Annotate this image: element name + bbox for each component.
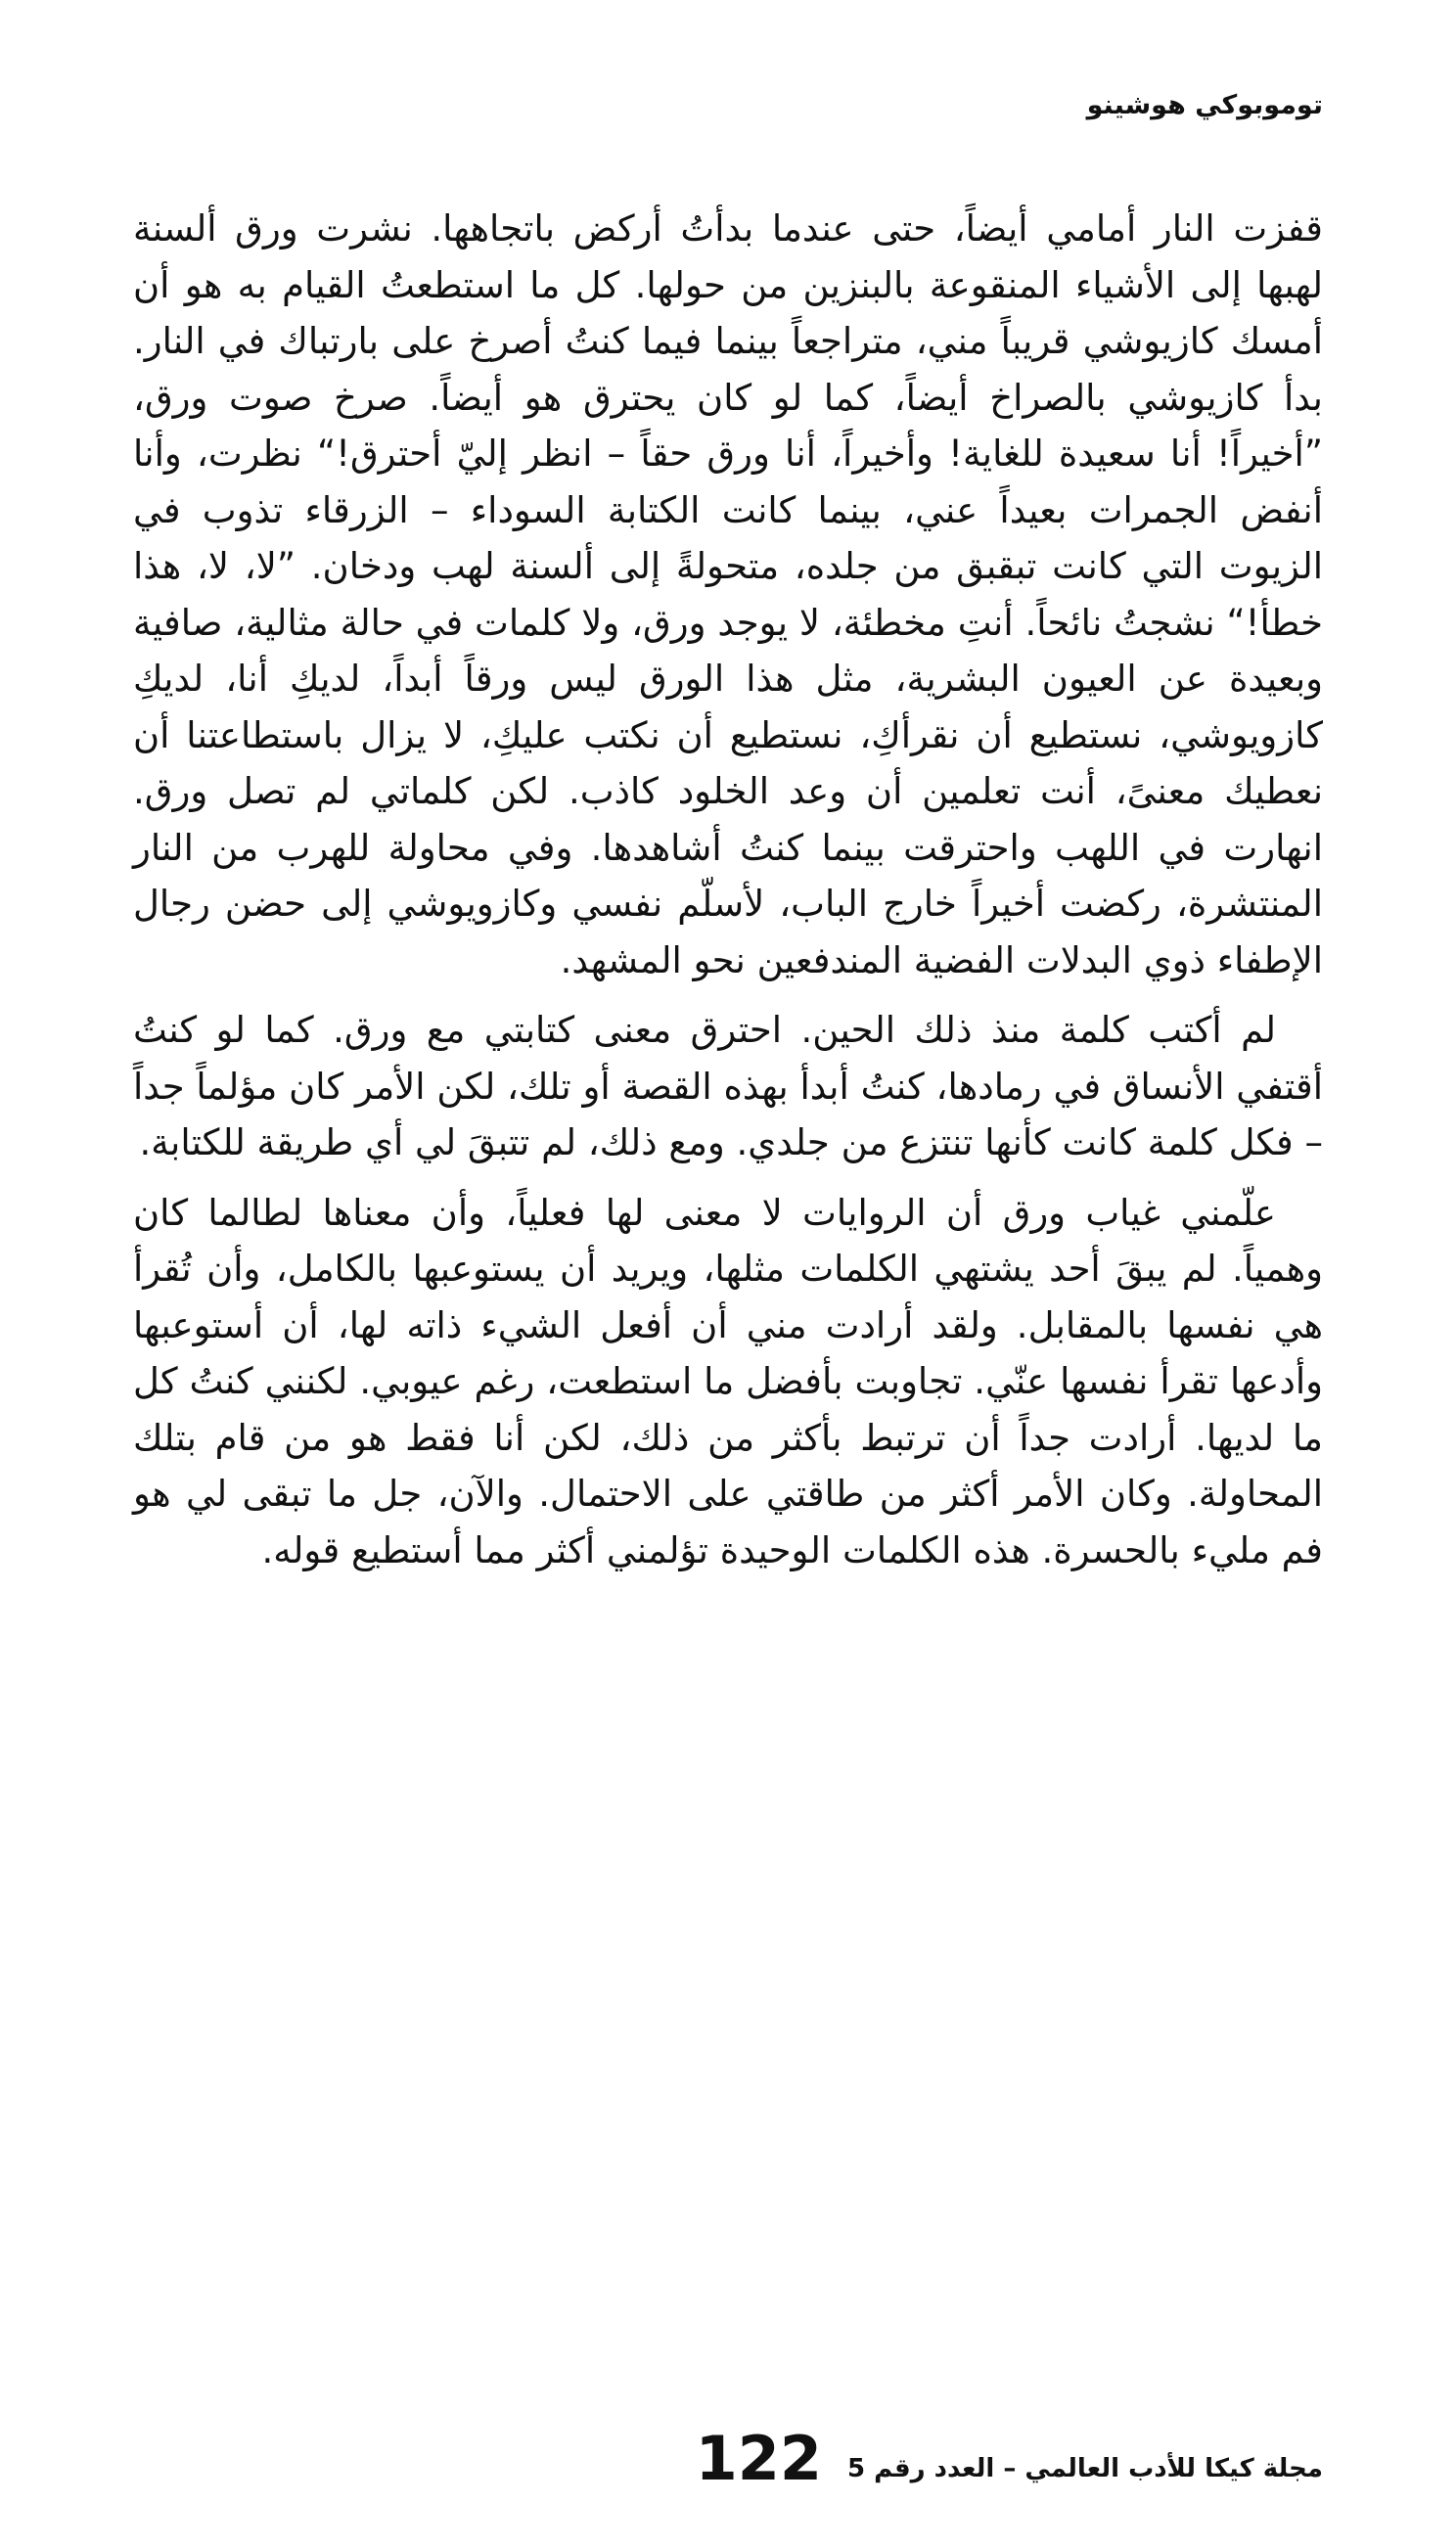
page-footer: [133, 2423, 1323, 2494]
paragraph: لم أكتب كلمة منذ ذلك الحين. احترق معنى كتابتي مع ورق. كما لو كنتُ أقتفي الأنساق في رمادها، كنتُ أبدأ بهذه القصة أو تلك، لكن الأمر كان مؤلماً جداً – فكل كلمة كانت كأنها تنتزع من جلدي. ومع ذلك، لم تتبقَ لي أي طريقة للكتابة.: [133, 1009, 1323, 1163]
body-text: [133, 201, 1323, 1578]
running-head-author: توموبوكي هوشينو: [1086, 90, 1323, 120]
journal-title: مجلة كيكا للأدب العالمي – العدد رقم 5: [847, 2454, 1323, 2483]
page-number: 122: [695, 2423, 823, 2494]
paragraph: قفزت النار أمامي أيضاً، حتى عندما بدأتُ أركض باتجاهها. نشرت ورق ألسنة لهبها إلى الأشياء المنقوعة بالبنزين من حولها. كل ما استطعتُ القيام به هو أن أمسك كازيوشي قريباً مني، متراجعاً بينما فيما كنتُ أصرخ على بارتباك في النار. بدأ كازيوشي بالصراخ أيضاً، كما لو كان يحترق هو أيضاً. صرخ صوت ورق، ”أخيراً! أنا سعيدة للغاية! وأخيراً، أنا ورق حقاً – انظر إليّ أحترق!“ نظرت، وأنا أنفض الجمرات بعيداً عني، بينما كانت الكتابة السوداء – الزرقاء تذوب في الزيوت التي كانت تبقبق من جلده، متحولةً إلى ألسنة لهب ودخان. ”لا، لا، هذا خطأ!“ نشجتُ نائحاً. أنتِ مخطئة، لا يوجد ورق، ولا كلمات في حالة مثالية، صافية وبعيدة عن العيون البشرية، مثل هذا الورق ليس ورقاً أبداً، لديكِ أنا، لديكِ كازويوشي، نستطيع أن نقرأكِ، نستطيع أن نكتب عليكِ، لا يزال باستطاعتنا أن نعطيك معنىً، أنت تعلمين أن وعد الخلود كاذب. لكن كلماتي لم تصل ورق. انهارت في اللهب واحترقت بينما كنتُ أشاهدها. وفي محاولة للهرب من النار المنتشرة، ركضت أخيراً خارج الباب، لأسلّم نفسي وكازويوشي إلى حضن رجال الإطفاء ذوي البدلات الفضية المندفعين نحو المشهد.: [133, 207, 1323, 981]
paragraph: علّمني غياب ورق أن الروايات لا معنى لها فعلياً، وأن معناها لطالما كان وهمياً. لم يبقَ أحد يشتهي الكلمات مثلها، ويريد أن يستوعبها بالكامل، وأن تُقرأ هي نفسها بالمقابل. ولقد أرادت مني أن أفعل الشيء ذاته لها، أن أستوعبها وأدعها تقرأ نفسها عنّي. تجاوبت بأفضل ما استطعت، رغم عيوبي. لكنني كنتُ كل ما لديها. أرادت جداً أن ترتبط بأكثر من ذلك، لكن أنا فقط هو من قام بتلك المحاولة. وكان الأمر أكثر من طاقتي على الاحتمال. والآن، جل ما تبقى لي هو فم مليء بالحسرة. هذه الكلمات الوحيدة تؤلمني أكثر مما أستطيع قوله.: [133, 1191, 1323, 1571]
